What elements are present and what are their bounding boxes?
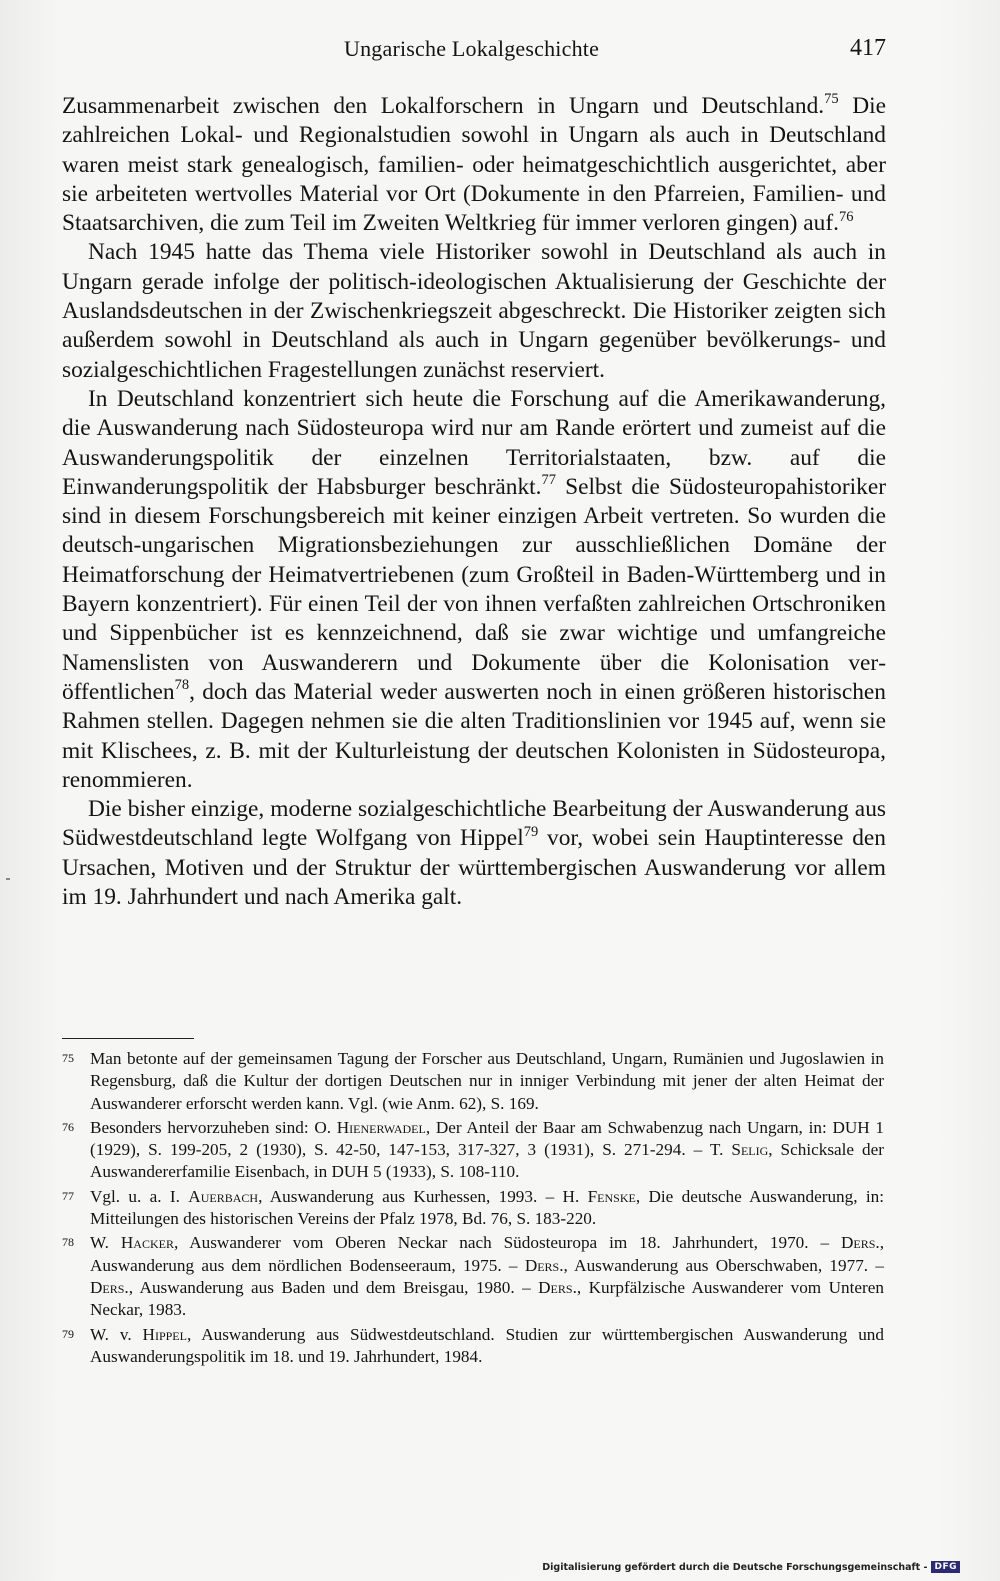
- footnote: [62, 1324, 884, 1369]
- footnote: [62, 1048, 884, 1115]
- author-name: Selig: [731, 1140, 769, 1160]
- text-run: , Auswanderung aus Südwestdeutschland. Studien zur württembergischen Auswanderung und Auswanderungspolitik im 18. und 19. Jahrhundert, 1984.: [90, 1324, 884, 1366]
- author-name: Ders: [524, 1255, 560, 1275]
- dfg-logo: DFG: [931, 1561, 960, 1573]
- digitization-credit: [542, 1561, 960, 1573]
- text-run: Die zahlreichen Lokal- und Regionalstudien sowohl in Ungarn als auch in Deutschland waren meist stark genealogisch, familien- oder heimatgeschichtlich ausgerichtet, aber sie arbeiteten wertvolles Material vor Ort (Dokumente in den Pfarreien, Familien- und Staatsarchiven, die zum Teil im Zweiten Weltkrieg für immer verloren gingen) auf.: [62, 93, 886, 237]
- text-run: ., Auswanderung aus Baden und dem Breisgau, 1980. –: [124, 1277, 539, 1297]
- author-name: Ders: [90, 1277, 125, 1297]
- footnote-number: 76: [62, 1119, 74, 1134]
- footnote-number: 79: [62, 1326, 74, 1341]
- text-run: W.: [90, 1233, 121, 1253]
- footnote-reference[interactable]: 78: [174, 677, 190, 694]
- footnote: [62, 1232, 884, 1321]
- author-name: Hippel: [142, 1324, 187, 1344]
- footnote: [62, 1117, 884, 1184]
- paragraph: [62, 238, 886, 384]
- text-run: , Auswanderer vom Oberen Neckar nach Südosteuropa im 18. Jahrhundert, 1970. –: [173, 1233, 841, 1253]
- text-run: Selbst die Südosteuropahistoriker sind in diesem Forschungsbereich mit keiner einzigen Arbeit vertreten. So wurden die deutsch-ungarischen Migrationsbeziehungen zur ausschließlichen Domäne der Heimatforschung der Heimatvertriebenen (zum Großteil in Baden-Württemberg und in Bayern konzentriert). Für einen Teil der von ihnen verfaßten zahlreichen Ortschroniken und Sippenbücher ist es kennzeichnend, daß sie zwar wichtige und umfangreiche Namenslisten von Auswanderern und Dokumente über die Kolonisation veröffentlichen: [62, 473, 886, 705]
- credit-text: Digitalisierung gefördert durch die Deutsche Forschungsgemeinschaft -: [542, 1561, 928, 1573]
- text-run: Man betonte auf der gemeinsamen Tagung der Forscher aus Deutschland, Ungarn, Rumänien und Jugoslawien in Regensburg, daß die Kultur der dortigen Deutschen nur in inniger Verbindung mit jener der alten Heimat der Auswanderer erforscht werden kann. Vgl. (wie Anm. 62), S. 169.: [90, 1049, 884, 1113]
- text-run: , Der Anteil der Baar am Schwabenzug nach Ungarn, in: DUH 1 (1929), S. 199-205, 2 (1930), S. 42-50, 147-153, 317-327, 3 (1931), S. 271-294. – T.: [90, 1117, 884, 1160]
- footnotes: [62, 1048, 884, 1370]
- author-name: Ders: [538, 1277, 573, 1297]
- author-name: Ders: [840, 1233, 876, 1253]
- author-name: Auerbach: [188, 1186, 259, 1206]
- paragraph: [62, 385, 886, 795]
- text-run: ., Kurpfälzische Auswanderer vom Unteren Neckar, 1983.: [90, 1277, 884, 1320]
- text-run: Zusammenarbeit zwischen den Lokalforschern in Ungarn und Deutschland.: [62, 93, 825, 119]
- text-run: vor, wobei sein Hauptinteresse den Ursachen, Motiven und der Struktur der württembergischen Auswanderung vor allem im 19. Jahrhundert und nach Amerika galt.: [62, 825, 886, 911]
- text-run: ., Auswanderung aus dem nördlichen Bodenseeraum, 1975. –: [90, 1233, 884, 1275]
- author-name: Fenske: [587, 1186, 636, 1206]
- text-run: Nach 1945 hatte das Thema viele Historiker sowohl in Deutschland als auch in Ungarn gerade infolge der politisch-ideologischen Aktualisierung der Geschichte der Auslandsdeutschen in der Zwischenkriegszeit abgeschreckt. Die Historiker zeigten sich außerdem sowohl in Deutschland als auch in Ungarn gegenüber bevölkerungs- und sozialgeschichtlichen Fragestellungen zunächst reserviert.: [62, 239, 886, 383]
- page-number: 417: [850, 35, 886, 61]
- text-run: W. v.: [90, 1324, 143, 1344]
- running-title: Ungarische Lokalgeschichte: [344, 36, 600, 61]
- main-text: [62, 92, 886, 912]
- footnote: [62, 1186, 884, 1231]
- footnote-number: 77: [62, 1188, 74, 1203]
- text-run: Die bisher einzige, moderne sozialgeschichtliche Bearbeitung der Auswanderung aus Südwestdeutschland legte Wolfgang von Hippel: [62, 796, 886, 852]
- margin-mark: [6, 878, 10, 880]
- text-run: , Auswanderung aus Kurhessen, 1993. – H.: [258, 1186, 588, 1206]
- text-run: In Deutschland konzentriert sich heute die Forschung auf die Amerikawanderung, die Auswanderung nach Südosteuropa wird nur am Rande erörtert und zumeist auf die Auswanderungspolitik der einzelnen Territorialstaaten, bzw. auf die Einwanderungspolitik der Habsburger beschränkt.: [62, 385, 886, 500]
- author-name: Hienerwadel: [336, 1117, 426, 1137]
- text-run: ., Auswanderung aus Oberschwaben, 1977. –: [559, 1255, 884, 1275]
- footnote-number: 78: [62, 1235, 74, 1250]
- text-run: , doch das Material weder auswerten noch in einen größeren historischen Rahmen stellen. Dagegen nehmen sie die alten Traditionslinien vor 1945 auf, wenn sie mit Klischees, z. B. mit der Kulturleistung der deutschen Kolonisten in Südosteuropa, renommieren.: [62, 678, 886, 793]
- footnote-number: 75: [62, 1051, 74, 1065]
- text-run: , Die deutsche Auswanderung, in: Mitteilungen des historischen Vereins der Pfalz 1978, Bd. 76, S. 183-220.: [90, 1186, 885, 1229]
- text-run: , Schicksale der Auswandererfamilie Eisenbach, in DUH 5 (1933), S. 108-110.: [90, 1140, 884, 1182]
- paragraph: [62, 795, 886, 912]
- author-name: Hacker: [120, 1233, 174, 1253]
- paragraph: [62, 92, 886, 238]
- footnote-reference[interactable]: 76: [839, 208, 854, 225]
- footnote-reference[interactable]: 79: [523, 823, 539, 840]
- text-run: Besonders hervorzuheben sind: O.: [90, 1117, 337, 1137]
- footnote-reference[interactable]: 75: [824, 91, 839, 108]
- footnote-separator: [62, 1038, 194, 1039]
- footnote-reference[interactable]: 77: [541, 472, 557, 489]
- page-header: [62, 36, 886, 70]
- text-run: Vgl. u. a. I.: [90, 1186, 189, 1206]
